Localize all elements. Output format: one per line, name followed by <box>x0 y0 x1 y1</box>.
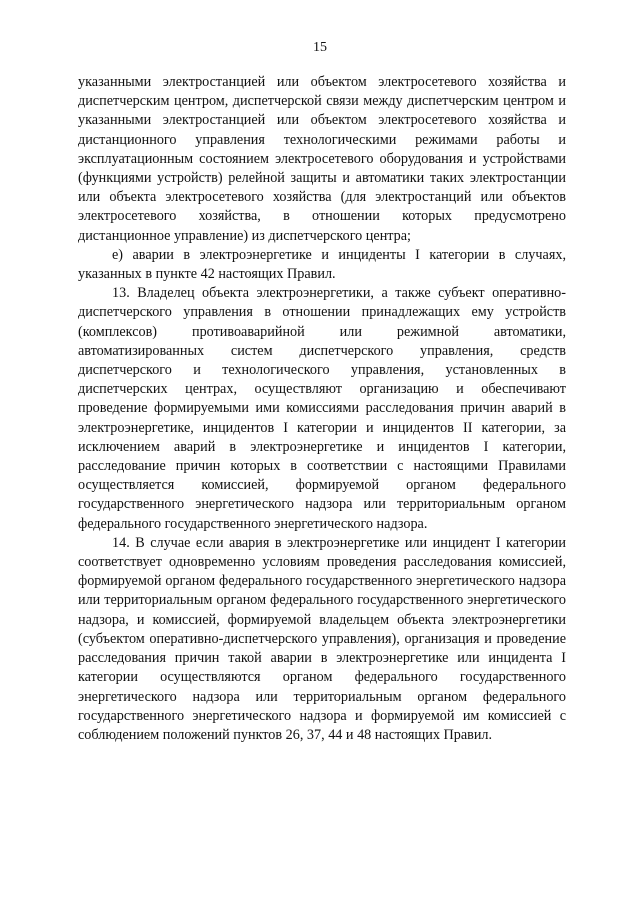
paragraph-14: 14. В случае если авария в электроэнергетике или инцидент I категории соответствует одновременно условиям проведения расследования комиссией, формируемой органом федерального государственного энергетического надзора или территориальным органом федерального государственного энергетического надзора, и комиссией, формируемой владельцем объекта электроэнергетики (субъектом оперативно-диспетчерского управления), организация и проведение расследования причин такой аварии в электроэнергетике или инцидента I категории осуществляются органом федерального государственного энергетического надзора или территориальным органом федерального государственного энергетического надзора и формируемой им комиссией с соблюдением положений пунктов 26, 37, 44 и 48 настоящих Правил. <box>78 534 566 743</box>
page-number: 15 <box>313 40 327 55</box>
document-body <box>78 73 566 745</box>
paragraph-13: 13. Владелец объекта электроэнергетики, а также субъект оперативно-диспетчерского управления в отношении принадлежащих ему устройств (комплексов) противоаварийной или режимной автоматики, автоматизированных систем диспетчерского управления, средств диспетчерского и технологического управления, установленных в диспетчерских центрах, осуществляют организацию и обеспечивают проведение формируемыми ими комиссиями расследования причин аварий в электроэнергетике, инцидентов I категории и инцидентов II категории, за исключением аварий в электроэнергетике и инцидентов I категории, расследование причин которых в соответствии с настоящими Правилами осуществляется комиссией, формируемой органом федерального государственного энергетического надзора или территориальным органом федерального государственного энергетического надзора. <box>78 285 566 532</box>
paragraph-continuation: указанными электростанцией или объектом электросетевого хозяйства и диспетчерским центром, диспетчерской связи между диспетчерским центром и указанными электростанцией или объектом электросетевого хозяйства и дистанционного управления технологическими режимами работы и эксплуатационным состоянием электросетевого оборудования и устройствами (функциями устройств) релейной защиты и автоматики таких электростанции или объекта электросетевого хозяйства (для электростанций или объектов электросетевого хозяйства, в отношении которых предусмотрено дистанционное управление) из диспетчерского центра; <box>78 74 566 244</box>
paragraph-item-e: е) аварии в электроэнергетике и инциденты I категории в случаях, указанных в пункте 42 настоящих Правил. <box>78 246 566 283</box>
